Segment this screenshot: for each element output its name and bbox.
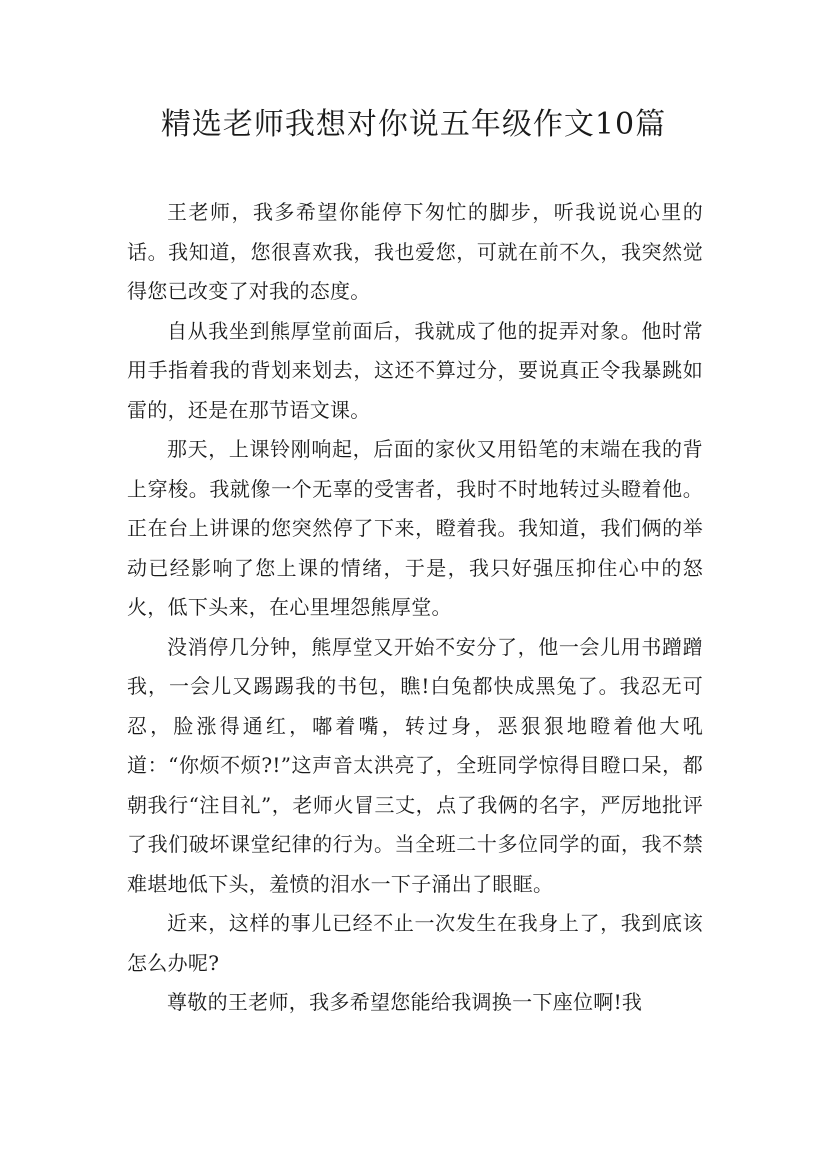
paragraph: 尊敬的王老师，我多希望您能给我调换一下座位啊!我	[167, 990, 643, 1014]
paragraph: 没消停几分钟，熊厚堂又开始不安分了，他一会儿用书蹭蹭我，一会儿又踢踢我的书包，瞧!白兔都快成黑兔了。我忍无可忍，脸涨得通红，嘟着嘴，转过身，恶狠狠地瞪着他大吼道：“你烦不烦?!”这声音太洪亮了，全班同学惊得目瞪口呆，都朝我行“注目礼”，老师火冒三丈，点了我俩的名字，严厉地批评了我们破坏课堂纪律的行为。当全班二十多位同学的面，我不禁难堪地低下头，羞愤的泪水一下子涌出了眼眶。	[127, 634, 703, 896]
paragraph: 近来，这样的事儿已经不止一次发生在我身上了，我到底该怎么办呢?	[127, 911, 703, 975]
document-title: 精选老师我想对你说五年级作文10篇	[160, 107, 667, 142]
paragraph: 自从我坐到熊厚堂前面后，我就成了他的捉弄对象。他时常用手指着我的背划来划去，这还不算过分，要说真正令我暴跳如雷的，还是在那节语文课。	[127, 318, 703, 422]
paragraph: 王老师，我多希望你能停下匆忙的脚步，听我说说心里的话。我知道，您很喜欢我，我也爱您，可就在前不久，我突然觉得您已改变了对我的态度。	[127, 200, 703, 303]
document-body	[127, 193, 703, 1023]
paragraph: 那天，上课铃刚响起，后面的家伙又用铅笔的末端在我的背上穿梭。我就像一个无辜的受害者，我时不时地转过头瞪着他。正在台上讲课的您突然停了下来，瞪着我。我知道，我们俩的举动已经影响了您上课的情绪，于是，我只好强压抑住心中的怒火，低下头来，在心里埋怨熊厚堂。	[127, 437, 703, 619]
